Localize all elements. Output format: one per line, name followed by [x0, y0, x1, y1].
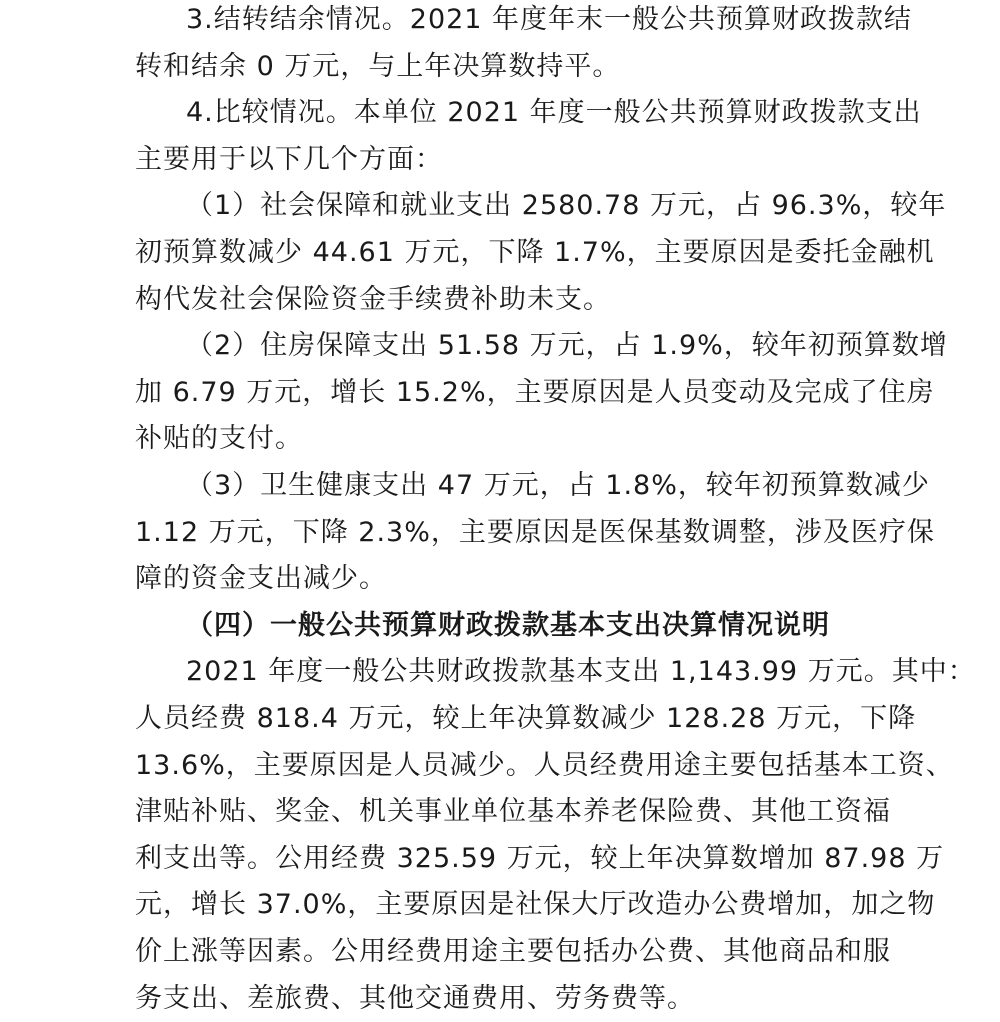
paragraph-line: 主要用于以下几个方面： [135, 144, 443, 175]
paragraph-line: 元，增长 37.0%，主要原因是社保大厅改造办公费增加，加之物 [135, 889, 936, 920]
paragraph-line: 初预算数减少 44.61 万元，下降 1.7%，主要原因是委托金融机 [135, 237, 935, 268]
section-heading: （四）一般公共预算财政拨款基本支出决算情况说明 [186, 610, 830, 641]
paragraph-line: 补贴的支付。 [135, 423, 303, 454]
paragraph-line: 加 6.79 万元，增长 15.2%，主要原因是人员变动及完成了住房 [135, 377, 935, 408]
paragraph-line: 2021 年度一般公共财政拨款基本支出 1,143.99 万元。其中： [186, 656, 976, 687]
paragraph-line: 人员经费 818.4 万元，较上年决算数减少 128.28 万元，下降 [135, 703, 917, 734]
paragraph-line: 障的资金支出减少。 [135, 563, 387, 594]
paragraph-line: 价上涨等因素。公用经费用途主要包括办公费、其他商品和服 [135, 936, 891, 967]
paragraph-line: 构代发社会保险资金手续费补助未支。 [135, 284, 611, 315]
paragraph-line: 1.12 万元，下降 2.3%，主要原因是医保基数调整，涉及医疗保 [135, 517, 935, 548]
paragraph-line: 转和结余 0 万元，与上年决算数持平。 [135, 51, 621, 82]
paragraph-line: 13.6%，主要原因是人员减少。人员经费用途主要包括基本工资、 [135, 750, 954, 781]
paragraph-line: （3）卫生健康支出 47 万元，占 1.8%，较年初预算数减少 [186, 470, 930, 501]
paragraph-line: 津贴补贴、奖金、机关事业单位基本养老保险费、其他工资福 [135, 796, 891, 827]
paragraph-line: 务支出、差旅费、其他交通费用、劳务费等。 [135, 983, 695, 1014]
paragraph-line: 4.比较情况。本单位 2021 年度一般公共预算财政拨款支出 [186, 97, 922, 128]
paragraph-line: （1）社会保障和就业支出 2580.78 万元，占 96.3%，较年 [186, 190, 947, 221]
paragraph-line: （2）住房保障支出 51.58 万元，占 1.9%，较年初预算数增 [186, 330, 948, 361]
paragraph-line: 3.结转结余情况。2021 年度年末一般公共预算财政拨款结 [186, 4, 913, 35]
paragraph-line: 利支出等。公用经费 325.59 万元，较上年决算数增加 87.98 万 [135, 843, 945, 874]
